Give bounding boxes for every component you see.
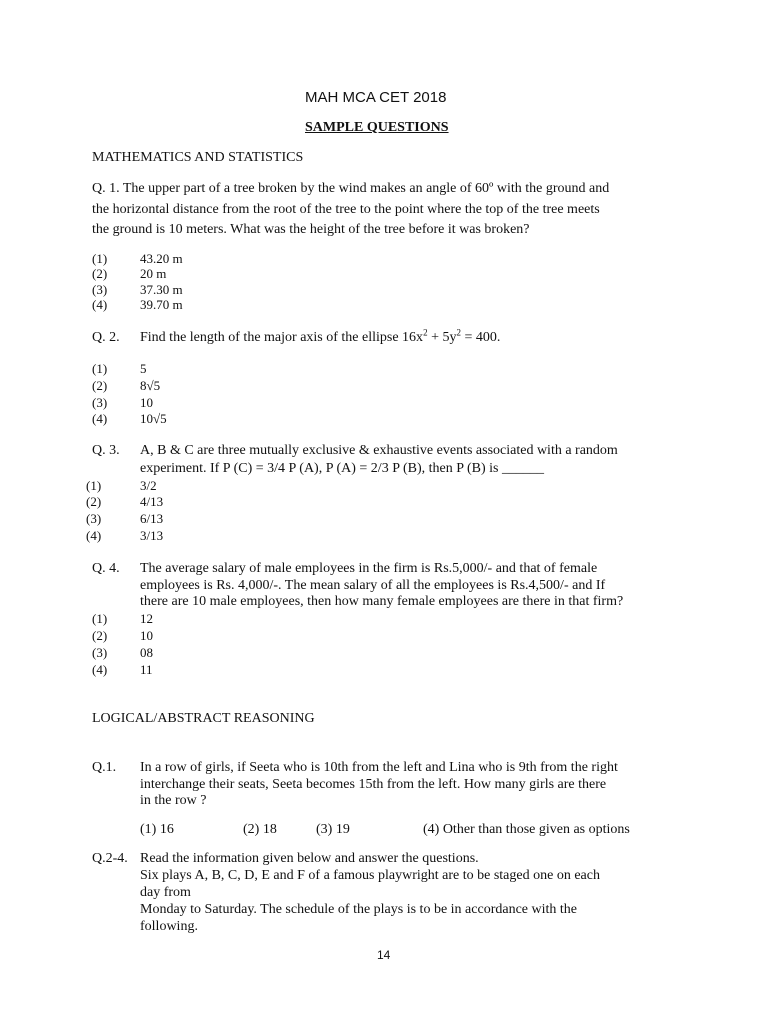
section-heading-logic: LOGICAL/ABSTRACT REASONING: [92, 711, 315, 726]
question-4-line-2: employees is Rs. 4,000/-. The mean salary of all the employees is Rs.4,500/- and If: [140, 578, 606, 593]
option-value: 20 m: [140, 266, 167, 281]
question-3-line-1: A, B & C are three mutually exclusive & exhaustive events associated with a random: [140, 443, 618, 458]
option-value: 3/2: [140, 478, 157, 493]
logic-option: (4) Other than those given as options: [423, 822, 630, 837]
option-number: (4): [92, 297, 108, 312]
option-number: (2): [92, 266, 108, 281]
option-value: 37.30 m: [140, 282, 183, 297]
question-1-line-1: Q. 1. The upper part of a tree broken by the wind makes an angle of 60º with the ground and: [92, 181, 610, 196]
option-number: (2): [92, 628, 108, 643]
logic-option: (1) 16: [140, 822, 174, 837]
document-title: MAH MCA CET 2018: [305, 89, 447, 106]
option-number: (4): [86, 528, 102, 543]
option-value: 43.20 m: [140, 251, 183, 266]
section-heading-math: MATHEMATICS AND STATISTICS: [92, 150, 304, 165]
option-value: 12: [140, 611, 153, 626]
document-subtitle: SAMPLE QUESTIONS: [305, 120, 449, 135]
option-number: (1): [92, 251, 108, 266]
option-number: (3): [86, 511, 102, 526]
question-3-number: Q. 3.: [92, 443, 120, 458]
option-number: (3): [92, 282, 108, 297]
option-value: 6/13: [140, 511, 164, 526]
option-number: (2): [92, 378, 108, 393]
question-1-line-2: the horizontal distance from the root of the tree to the point where the top of the tree meets: [92, 202, 600, 217]
logic-question-2-4-line-5: following.: [140, 919, 198, 934]
option-value: 4/13: [140, 494, 164, 509]
option-value: 11: [140, 662, 153, 677]
page-number: 14: [377, 948, 391, 962]
option-value: 8√5: [140, 378, 161, 393]
option-number: (3): [92, 645, 108, 660]
logic-question-2-4-line-3: day from: [140, 885, 191, 900]
logic-question-1-line-2: interchange their seats, Seeta becomes 15th from the left. How many girls are there: [140, 777, 607, 792]
option-number: (1): [92, 611, 108, 626]
logic-question-1-line-1: In a row of girls, if Seeta who is 10th from the left and Lina who is 9th from the right: [140, 760, 618, 775]
logic-question-2-4-line-2: Six plays A, B, C, D, E and F of a famous playwright are to be staged one on each: [140, 868, 600, 883]
question-2-number: Q. 2.: [92, 330, 120, 345]
logic-question-2-4-number: Q.2-4.: [92, 851, 128, 866]
option-number: (1): [86, 478, 102, 493]
question-2-text: Find the length of the major axis of the ellipse $16x^2 + 5y^2 = 400$.: [140, 327, 501, 345]
option-number: (3): [92, 395, 108, 410]
question-4-line-3: there are 10 male employees, then how many female employees are there in that firm?: [140, 594, 624, 609]
question-1-line-3: the ground is 10 meters. What was the height of the tree before it was broken?: [92, 222, 530, 237]
option-value: 08: [140, 645, 153, 660]
option-number: (1): [92, 361, 108, 376]
question-3-line-2: experiment. If P (C) = 3/4 P (A), P (A) = 2/3 P (B), then P (B) is ______: [140, 461, 544, 476]
option-value: 10√5: [140, 411, 167, 426]
option-value: 39.70 m: [140, 297, 183, 312]
option-number: (2): [86, 494, 102, 509]
option-value: 10: [140, 395, 153, 410]
logic-question-1-line-3: in the row ?: [140, 793, 207, 808]
option-value: 3/13: [140, 528, 164, 543]
option-value: 5: [140, 361, 147, 376]
logic-question-1-number: Q.1.: [92, 760, 117, 775]
logic-question-2-4-line-4: Monday to Saturday. The schedule of the plays is to be in accordance with the: [140, 902, 577, 917]
option-number: (4): [92, 411, 108, 426]
question-4-number: Q. 4.: [92, 561, 120, 576]
logic-question-2-4-line-1: Read the information given below and answer the questions.: [140, 851, 479, 866]
logic-option: (2) 18: [243, 822, 277, 837]
option-value: 10: [140, 628, 153, 643]
logic-option: (3) 19: [316, 822, 350, 837]
question-4-line-1: The average salary of male employees in the firm is Rs.5,000/- and that of female: [140, 561, 598, 576]
option-number: (4): [92, 662, 108, 677]
